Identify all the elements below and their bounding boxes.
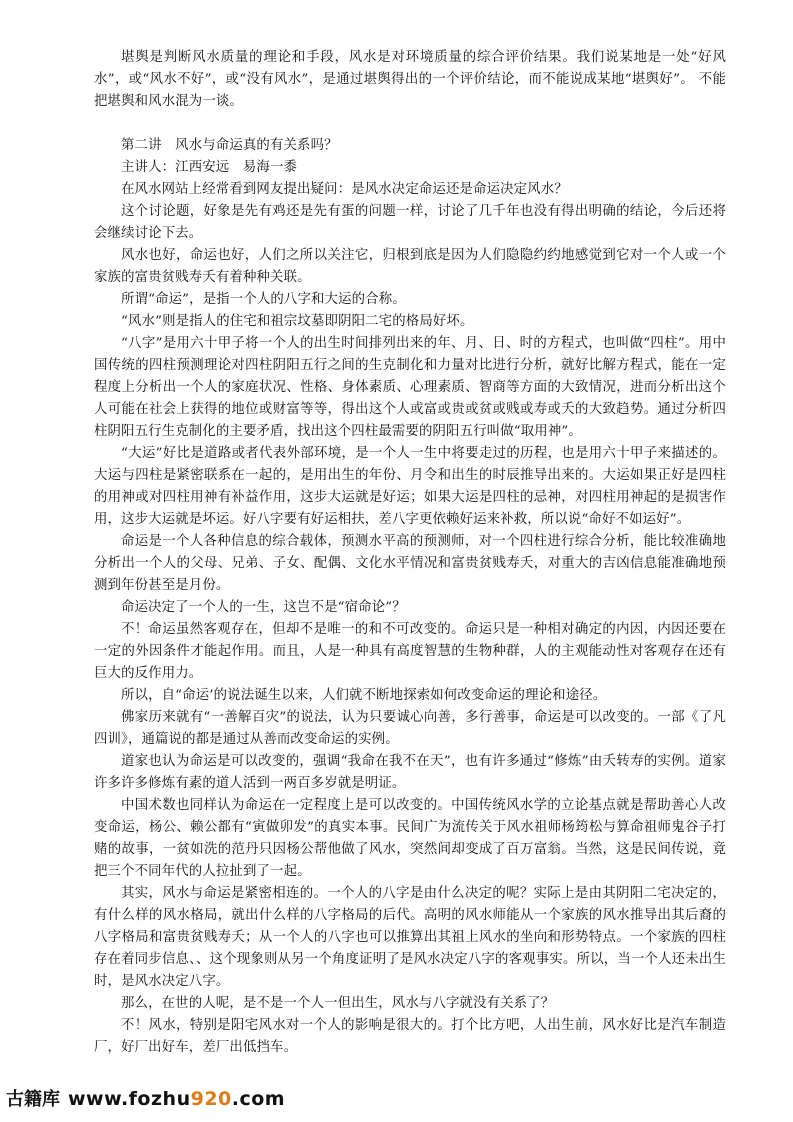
paragraph: 中国术数也同样认为命运在一定程度上是可以改变的。中国传统风水学的立论基点就是帮助善心人改变命运，杨公、赖公都有“寅做卯发”的真实本事。民间广为流传关于风水祖师杨筠松与算命祖师鬼谷子打赌的故事，一贫如洗的范丹只因杨公帮他做了风水，突然间却变成了百万富翁。当然，这是民间传说，竟把三个不同年代的人拉扯到了一起。 xyxy=(94,798,726,879)
paragraph: 风水也好，命运也好，人们之所以关注它，归根到底是因为人们隐隐约约地感觉到它对一个人或一个家族的富贵贫贱寿夭有着种种关联。 xyxy=(94,248,726,285)
paragraph: 第二讲 风水与命运真的有关系吗？ xyxy=(121,138,338,153)
watermark-url xyxy=(68,1088,285,1110)
paragraph: 所谓“命运”，是指一个人的八字和大运的合称。 xyxy=(121,292,406,307)
paragraph: 这个讨论题，好象是先有鸡还是先有蛋的问题一样，讨论了几千年也没有得出明确的结论，今后还将会继续讨论下去。 xyxy=(94,204,726,241)
paragraph: 在风水网站上经常看到网友提出疑问：是风水决定命运还是命运决定风水？ xyxy=(121,182,568,197)
document-body xyxy=(94,47,726,1059)
paragraph: 不！命运虽然客观存在，但却不是唯一的和不可改变的。命运只是一种相对确定的内因，内因还要在一定的外因条件才能起作用。而且，人是一种具有高度智慧的生物种群，人的主观能动性对客观存在还有巨大的反作用力。 xyxy=(94,622,726,681)
paragraph: 不！风水，特别是阳宅风水对一个人的影响是很大的。打个比方吧，人出生前，风水好比是汽车制造厂，好厂出好车，差厂出低挡车。 xyxy=(94,1018,726,1055)
watermark-url-number: 920 xyxy=(190,1088,232,1110)
paragraph: 命运决定了一个人的一生，这岂不是“宿命论”？ xyxy=(121,600,406,615)
paragraph: 所以，自“命运’的说法诞生以来，人们就不断地探索如何改变命运的理论和途径。 xyxy=(121,688,607,703)
paragraph: “八字”是用六十甲子将一个人的出生时间排列出来的年、月、日、时的方程式，也叫做“四柱”。用中国传统的四柱预测理论对四柱阴阳五行之间的生克制化和力量对比进行分析，就好比解方程式，能在一定程度上分析出一个人的家庭状况、性格、身体素质、心理素质、智商等方面的大致情况，进而分析出这个人可能在社会上获得的地位或财富等等，得出这个人或富或贵或贫或贱或寿或夭的大致趋势。通过分析四柱阴阳五行生克制化的主要矛盾，找出这个四柱最需要的阴阳五行叫做“取用神”。 xyxy=(94,336,726,439)
site-watermark xyxy=(6,1085,285,1119)
paragraph: 堪舆是判断风水质量的理论和手段，风水是对环境质量的综合评价结果。我们说某地是一处“好风水”，或“风水不好”，或“没有风水”，是通过堪舆得出的一个评价结论，而不能说成某地“堪舆好”。 不能把堪舆和风水混为一谈。 xyxy=(94,50,726,109)
paragraph: 道家也认为命运是可以改变的，强调“我命在我不在天”，也有许多通过“修炼”由夭转寿的实例。道家许多许多修炼有素的道人活到一两百多岁就是明证。 xyxy=(94,754,726,791)
paragraph: 其实，风水与命运是紧密相连的。一个人的八字是由什么决定的呢？实际上是由其阴阳二宅决定的，有什么样的风水格局，就出什么样的八字格局的后代。高明的风水师能从一个家族的风水推导出其后裔的八字格局和富贵贫贱寿夭；从一个人的八字也可以推算出其祖上风水的坐向和形势特点。一个家族的四柱存在着同步信息、、这个现象则从另一个角度证明了是风水决定八字的客观事实。所以，当一个人还未出生时，是风水决定八字。 xyxy=(94,886,726,989)
watermark-site-name: 古籍库 xyxy=(6,1089,60,1110)
paragraph: 佛家历来就有“一善解百灾”的说法，认为只要诚心向善，多行善事，命运是可以改变的。一部《了凡四训》，通篇说的都是通过从善而改变命运的实例。 xyxy=(94,710,726,747)
paragraph: 那么，在世的人呢，是不是一个人一但出生，风水与八字就没有关系了？ xyxy=(121,996,555,1011)
paragraph: 命运是一个人各种信息的综合载体，预测水平高的预测师，对一个四柱进行综合分析，能比较准确地分析出一个人的父母、兄弟、子女、配偶、文化水平情况和富贵贫贱寿夭，对重大的吉凶信息能准确地预测到年份甚至是月份。 xyxy=(94,534,726,593)
watermark-url-suffix: .com xyxy=(231,1088,286,1110)
paragraph: “大运”好比是道路或者代表外部环境，是一个人一生中将要走过的历程，也是用六十甲子来描述的。大运与四柱是紧密联系在一起的，是用出生的年份、月令和出生的时辰推导出来的。大运如果正好是四柱的用神或对四柱用神有补益作用，这步大运就是好运；如果大运是四柱的忌神，对四柱用神起的是损害作用，这步大运就是坏运。好八字要有好运相扶，差八字更依赖好运来补救，所以说“命好不如运好”。 xyxy=(94,446,726,527)
watermark-url-prefix: www.fozhu xyxy=(68,1088,191,1110)
paragraph: 主讲人：江西安远 易海一黍 xyxy=(121,160,298,175)
paragraph: “风水”则是指人的住宅和祖宗坟墓即阴阳二宅的格局好坏。 xyxy=(121,314,474,329)
